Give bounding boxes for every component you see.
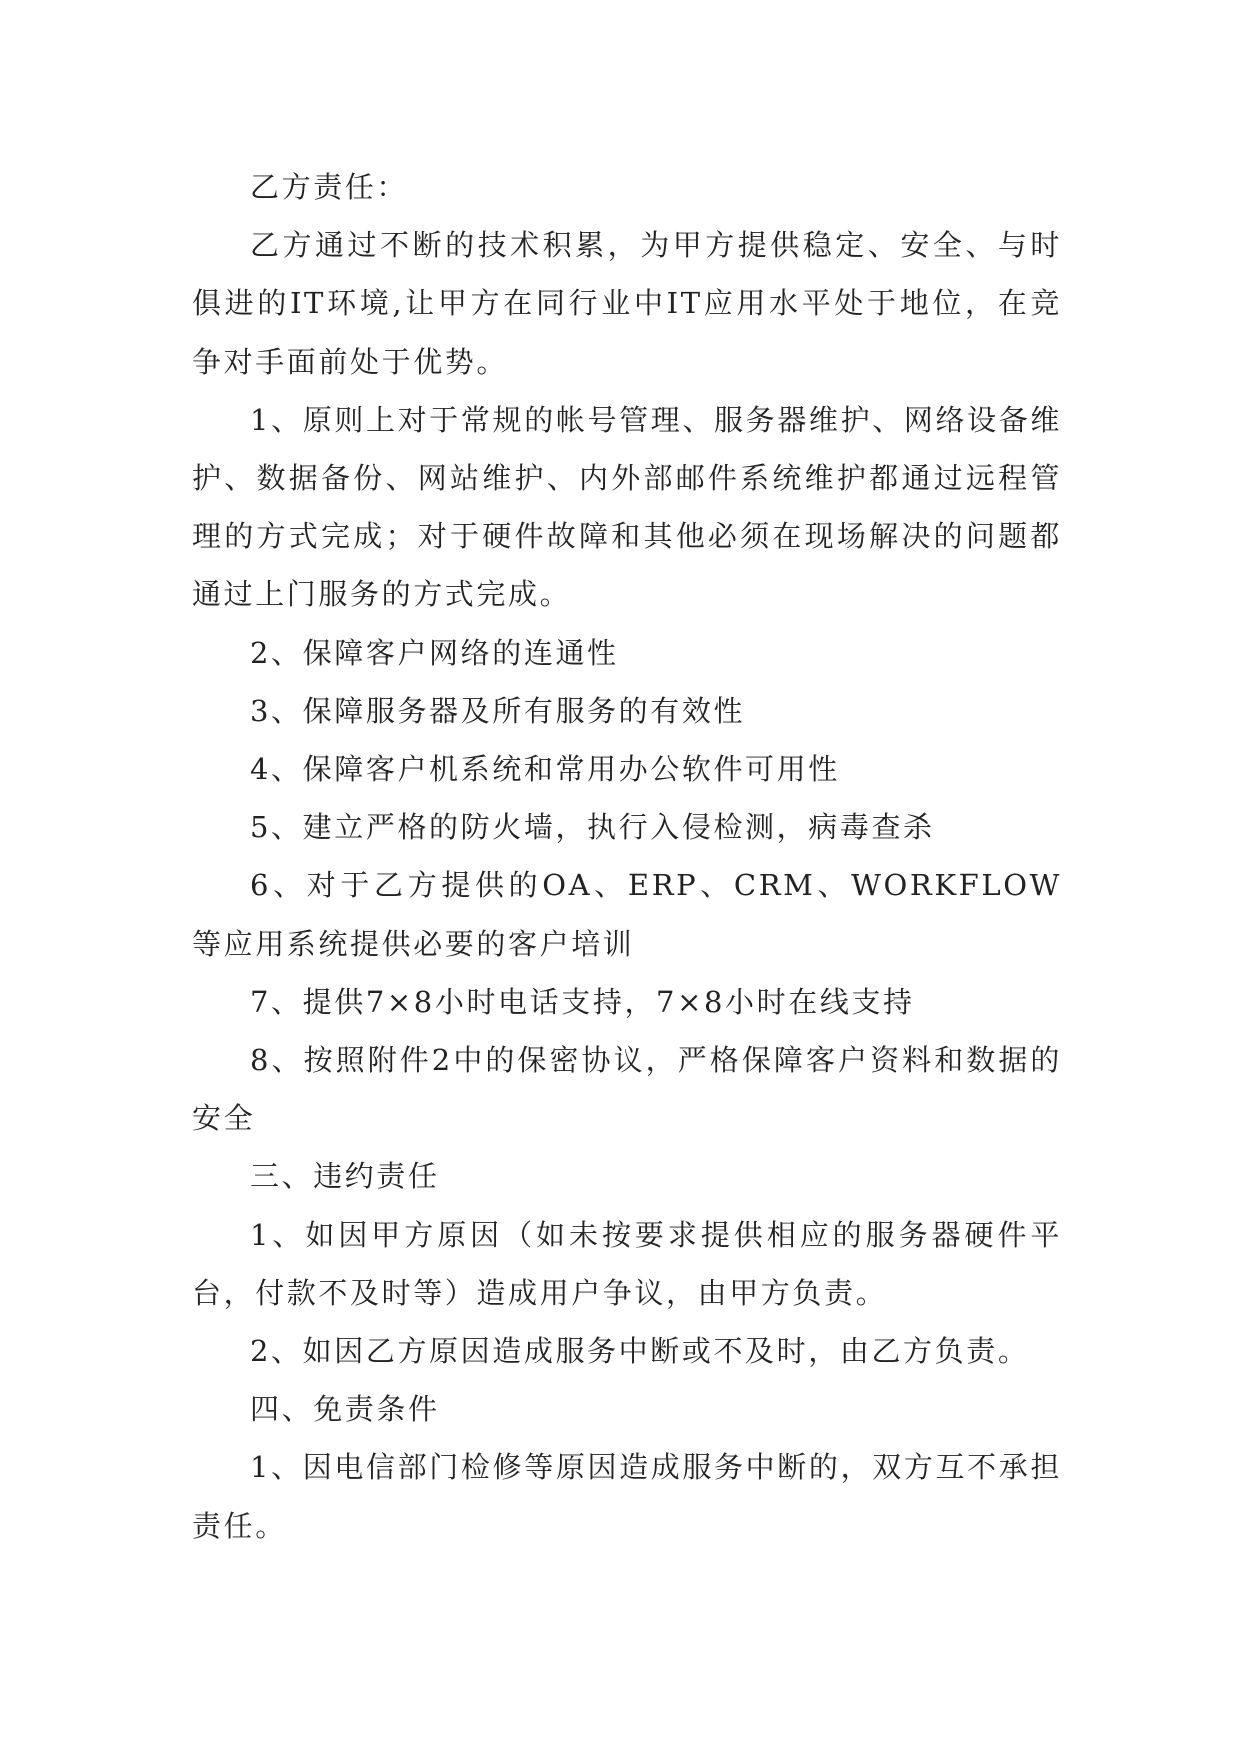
- paragraph-item-7-support: 7、提供7×8小时电话支持，7×8小时在线支持: [250, 984, 915, 1019]
- paragraph-section-3-heading: 三、违约责任: [250, 1159, 440, 1194]
- paragraph-section-4-item-1: 1、因电信部门检修等原因造成服务中断的，双方互不承担责任。: [192, 1450, 1062, 1543]
- paragraph-item-5-firewall: 5、建立严格的防火墙，执行入侵检测，病毒查杀: [250, 810, 935, 845]
- paragraph-section-4-heading: 四、免责条件: [250, 1392, 440, 1427]
- paragraph-section-3-item-1: 1、如因甲方原因（如未按要求提供相应的服务器硬件平台，付款不及时等）造成用户争议，由甲方负责。: [192, 1217, 1062, 1310]
- paragraph-item-2-network: 2、保障客户网络的连通性: [250, 635, 619, 670]
- paragraph-item-1-remote-management: 1、原则上对于常规的帐号管理、服务器维护、网络设备维护、数据备份、网站维护、内外部邮件系统维护都通过远程管理的方式完成；对于硬件故障和其他必须在现场解决的问题都通过上门服务的方式完成。: [192, 402, 1062, 612]
- paragraph-item-8-confidentiality: 8、按照附件2中的保密协议，严格保障客户资料和数据的安全: [192, 1043, 1062, 1136]
- paragraph-item-3-servers: 3、保障服务器及所有服务的有效性: [250, 693, 746, 728]
- paragraph-party-b-responsibility-heading: 乙方责任：: [250, 170, 409, 204]
- paragraph-item-6-training: 6、对于乙方提供的OA、ERP、CRM、WORKFLOW等应用系统提供必要的客户培训: [192, 868, 1062, 961]
- paragraph-party-b-intro: 乙方通过不断的技术积累，为甲方提供稳定、安全、与时俱进的IT环境,让甲方在同行业中IT应用水平处于地位，在竞争对手面前处于优势。: [192, 228, 1062, 379]
- document-body: [192, 158, 1062, 1555]
- paragraph-section-3-item-2: 2、如因乙方原因造成服务中断或不及时，由乙方负责。: [250, 1334, 1030, 1369]
- paragraph-item-4-clients: 4、保障客户机系统和常用办公软件可用性: [250, 752, 840, 787]
